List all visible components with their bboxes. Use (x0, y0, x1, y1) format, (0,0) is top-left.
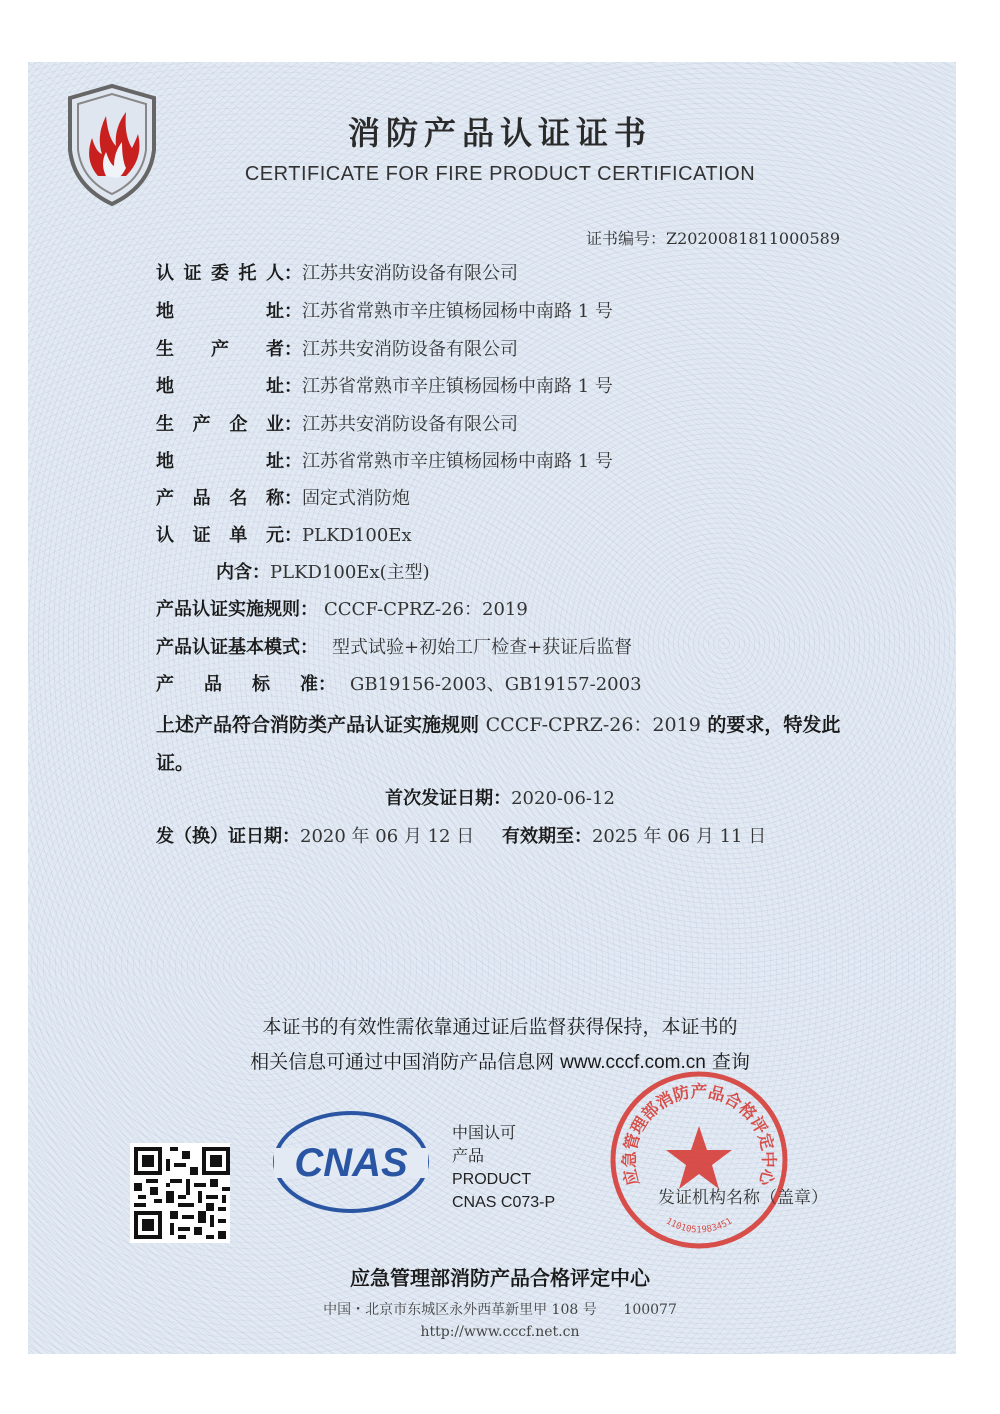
field-enterprise: 生产企业：江苏共安消防设备有限公司 (156, 414, 518, 435)
contains-label: 内含 (216, 562, 252, 583)
cnas-logo (272, 1110, 430, 1214)
client-label: 认证委托人 (156, 263, 284, 284)
issue-label: 发（换）证日期： (156, 826, 300, 847)
certificate-number: 证书编号：Z2020081811000589 (586, 229, 840, 248)
seal-star-icon (666, 1126, 732, 1189)
contains-value: PLKD100Ex(主型) (270, 562, 430, 583)
validity-notice (0, 1010, 1000, 1080)
field-mode: 产品认证基本模式： 型式试验+初始工厂检查+获证后监督 (156, 637, 633, 658)
field-address-1: 地址：江苏省常熟市辛庄镇杨园杨中南路 1 号 (156, 301, 613, 322)
title-chinese: 消防产品认证证书 (347, 114, 652, 152)
first-issue-date (0, 784, 1000, 810)
cnas-line-1: 中国认可 (452, 1125, 517, 1142)
field-address-3: 地址：江苏省常熟市辛庄镇杨园杨中南路 1 号 (156, 451, 613, 472)
client-value: 江苏共安消防设备有限公司 (302, 263, 518, 284)
field-unit: 认证单元：PLKD100Ex (156, 525, 412, 546)
rule-value: CCCF-CPRZ-26：2019 (324, 599, 528, 620)
seal-code: 1101051983451 (663, 1216, 735, 1236)
cnas-accreditation-text (452, 1122, 555, 1214)
issue-dates (156, 822, 766, 848)
issuing-center-website[interactable]: http://www.cccf.net.cn (420, 1324, 580, 1340)
address-value-2: 江苏省常熟市辛庄镇杨园杨中南路 1 号 (302, 376, 613, 397)
field-product: 产品名称：固定式消防炮 (156, 488, 410, 509)
statement-part-2: 的要求，特发此证。 (156, 714, 841, 774)
unit-label: 认证单元 (156, 525, 284, 546)
notice-url-link[interactable]: www.cccf.com.cn (560, 1052, 706, 1073)
product-value: 固定式消防炮 (302, 488, 410, 509)
standard-label: 产品标准 (156, 674, 318, 695)
statement-rule: CCCF-CPRZ-26：2019 (485, 714, 701, 736)
address-value-3: 江苏省常熟市辛庄镇杨园杨中南路 1 号 (302, 451, 613, 472)
cnas-line-3: PRODUCT (452, 1171, 532, 1188)
issuing-center-address: 中国・北京市东城区永外西革新里甲 108 号 100077 (323, 1302, 677, 1318)
notice-line-1: 本证书的有效性需依靠通过证后监督获得保持，本证书的 (262, 1016, 738, 1038)
issue-value: 2020 年 06 月 12 日 (300, 826, 475, 847)
field-contains: 内含：PLKD100Ex(主型) (216, 562, 430, 583)
address-label-3: 地址 (156, 451, 284, 472)
address-label-2: 地址 (156, 376, 284, 397)
valid-label: 有效期至： (501, 826, 592, 847)
cnas-line-4: CNAS C073-P (452, 1194, 556, 1211)
certification-statement (156, 706, 866, 782)
issuing-center-name: 应急管理部消防产品合格评定中心 (350, 1266, 650, 1290)
address-label-1: 地址 (156, 301, 284, 322)
field-address-2: 地址：江苏省常熟市辛庄镇杨园杨中南路 1 号 (156, 376, 613, 397)
issuer-seal-label: 发证机构名称（盖章） (658, 1188, 828, 1208)
field-client: 认证委托人：江苏共安消防设备有限公司 (156, 263, 518, 284)
first-issue-label: 首次发证日期： (385, 788, 512, 809)
statement-part-1: 上述产品符合消防类产品认证实施规则 (156, 714, 480, 736)
cnas-logo-text: CNAS (294, 1141, 408, 1185)
field-rule: 产品认证实施规则： CCCF-CPRZ-26：2019 (156, 599, 528, 620)
seal-ring-text: 应急管理部消防产品合格评定中心 (619, 1081, 779, 1188)
enterprise-label: 生产企业 (156, 414, 284, 435)
rule-label: 产品认证实施规则 (156, 599, 300, 620)
field-standard: 产品标准： GB19156-2003、GB19157-2003 (156, 674, 642, 695)
product-label: 产品名称 (156, 488, 284, 509)
notice-line-2-post: 查询 (711, 1051, 750, 1073)
producer-value: 江苏共安消防设备有限公司 (302, 339, 518, 360)
notice-line-2 (0, 1045, 1000, 1080)
notice-line-2-pre: 相关信息可通过中国消防产品信息网 (250, 1051, 555, 1073)
cnas-line-2: 产品 (452, 1148, 485, 1165)
first-issue-value: 2020-06-12 (511, 788, 615, 809)
standard-value: GB19156-2003、GB19157-2003 (350, 674, 642, 695)
title-english: CERTIFICATE FOR FIRE PRODUCT CERTIFICATION (244, 163, 756, 185)
producer-label: 生产者 (156, 339, 284, 360)
mode-label: 产品认证基本模式 (156, 637, 300, 658)
field-producer: 生产者：江苏共安消防设备有限公司 (156, 339, 518, 360)
valid-value: 2025 年 06 月 11 日 (591, 826, 767, 847)
qr-code[interactable] (130, 1143, 230, 1243)
address-value-1: 江苏省常熟市辛庄镇杨园杨中南路 1 号 (302, 301, 613, 322)
official-red-seal (607, 1068, 791, 1252)
unit-value: PLKD100Ex (302, 525, 412, 546)
mode-value: 型式试验+初始工厂检查+获证后监督 (332, 637, 633, 658)
enterprise-value: 江苏共安消防设备有限公司 (302, 414, 518, 435)
